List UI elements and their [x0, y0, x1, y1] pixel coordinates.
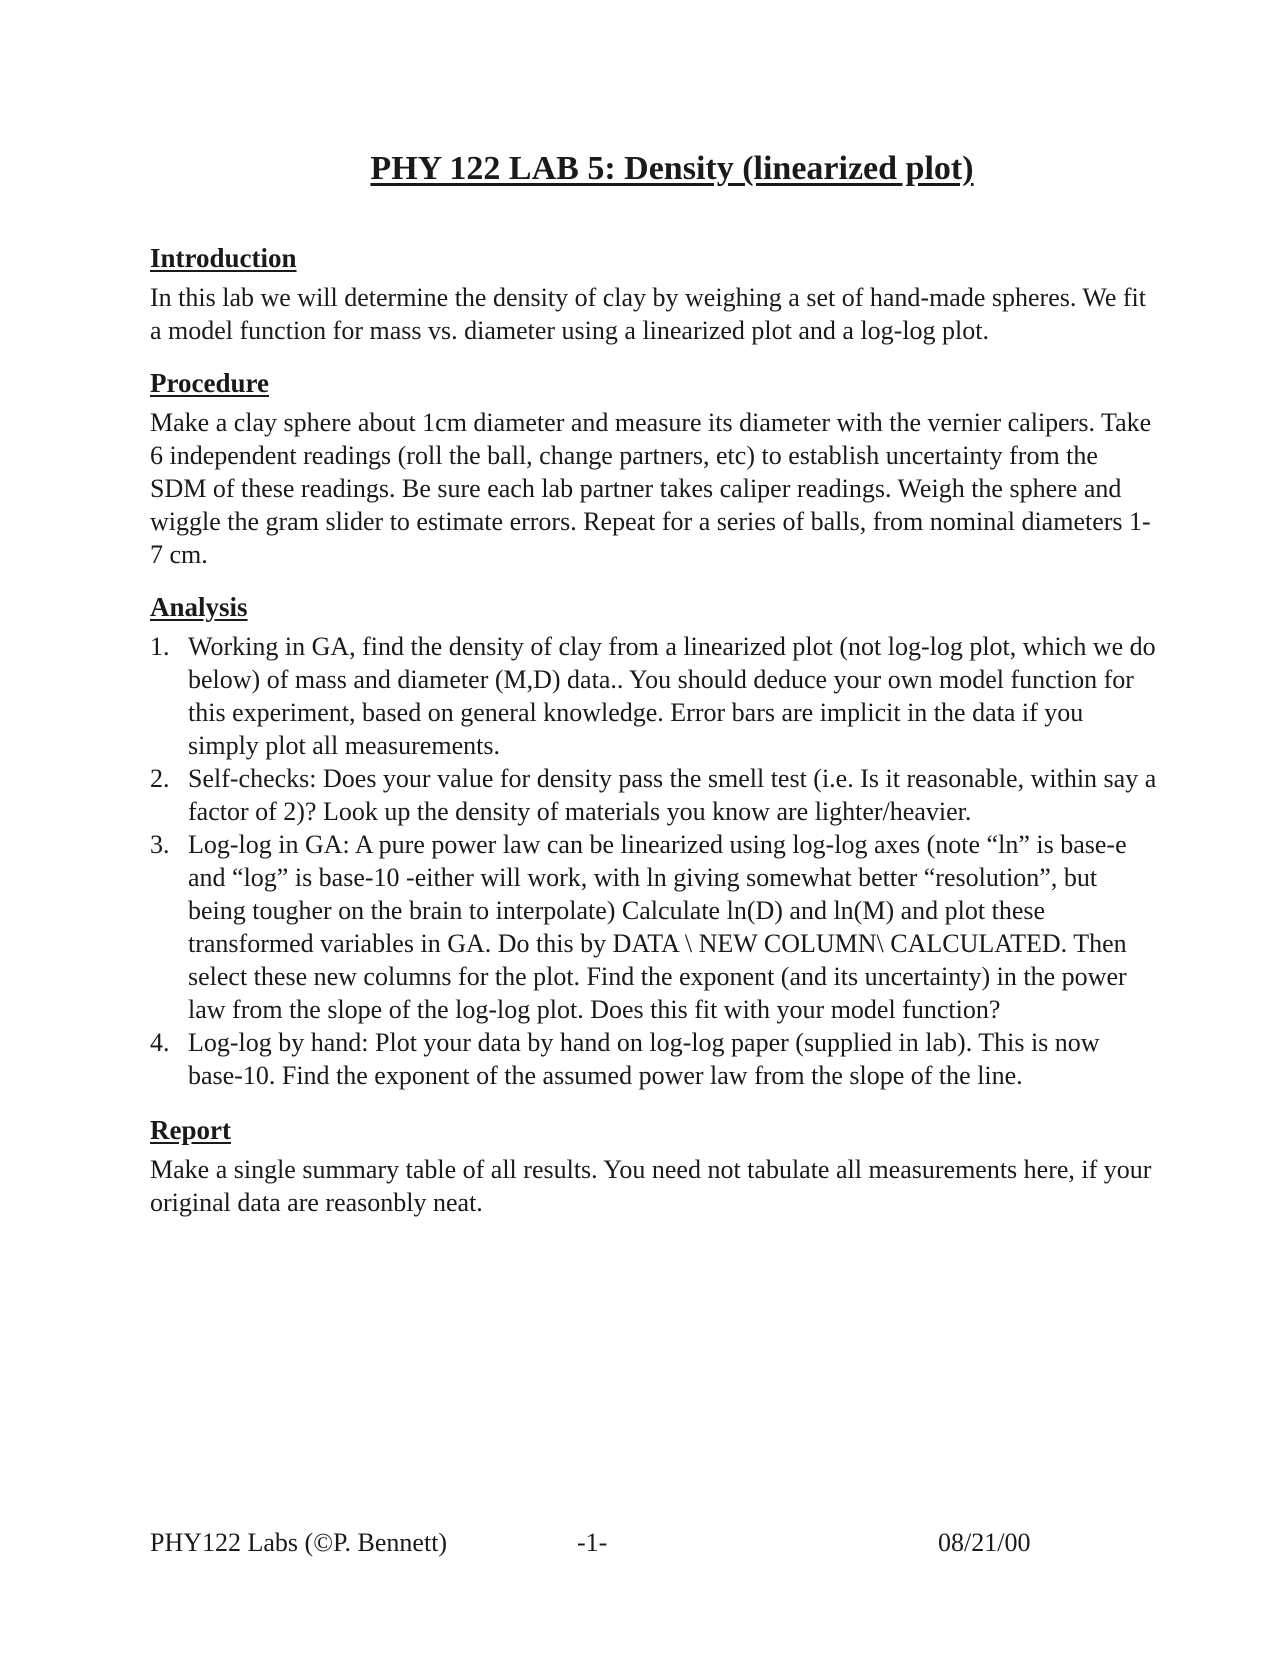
- procedure-heading: Procedure: [150, 368, 269, 398]
- analysis-section: [150, 591, 1160, 1092]
- introduction-heading: Introduction: [150, 243, 297, 273]
- document-page: [150, 140, 1160, 1239]
- report-section: [150, 1114, 1160, 1219]
- list-item-text: Log-log by hand: Plot your data by hand on log-log paper (supplied in lab). This is now base-10. Find the exponent of the assumed power law from the slope of the line.: [188, 1028, 1100, 1090]
- list-item-number: 4.: [150, 1028, 170, 1057]
- list-item-text: Self-checks: Does your value for density pass the smell test (i.e. Is it reasonable, within say a factor of 2)? Look up the density of materials you know are lighter/heavier.: [188, 764, 1157, 826]
- procedure-text: Make a clay sphere about 1cm diameter and measure its diameter with the vernier calipers. Take 6 independent readings (roll the ball, change partners, etc) to establish uncertainty from the SDM of these readings. Be sure each lab partner takes caliper readings. Weigh the sphere and wiggle the gram slider to estimate errors. Repeat for a series of balls, from nominal diameters 1-7 cm.: [150, 408, 1152, 569]
- introduction-section: [150, 242, 1160, 347]
- list-item-number: 3.: [150, 830, 170, 859]
- analysis-heading: Analysis: [150, 592, 248, 622]
- report-text: Make a single summary table of all results. You need not tabulate all measurements here, if your original data are reasonbly neat.: [150, 1155, 1152, 1217]
- list-item-text: Working in GA, find the density of clay from a linearized plot (not log-log plot, which we do below) of mass and diameter (M,D) data.. You should deduce your own model function for this experiment, based on general knowledge. Error bars are implicit in the data if you simply plot all measurements.: [188, 632, 1156, 760]
- report-heading: Report: [150, 1115, 231, 1145]
- footer-page-number: -1-: [577, 1528, 608, 1557]
- footer-course-credit: PHY122 Labs (©P. Bennett): [150, 1528, 448, 1557]
- procedure-section: [150, 367, 1160, 571]
- analysis-list: [150, 630, 1160, 1092]
- list-item-number: 1.: [150, 632, 170, 661]
- list-item-text: Log-log in GA: A pure power law can be linearized using log-log axes (note “ln” is base-e and “log” is base-10 -either will work, with ln giving somewhat better “resolution”, but being tougher on the brain to interpolate) Calculate ln(D) and ln(M) and plot these transformed variables in GA. Do this by DATA \ NEW COLUMN\ CALCULATED. Then select these new columns for the plot. Find the exponent (and its uncertainty) in the power law from the slope of the log-log plot. Does this fit with your model function?: [188, 830, 1127, 1024]
- list-item-number: 2.: [150, 764, 170, 793]
- list-item: [150, 1026, 1160, 1092]
- list-item: [150, 762, 1160, 828]
- footer-date: 08/21/00: [938, 1528, 1031, 1557]
- introduction-text: In this lab we will determine the density of clay by weighing a set of hand-made spheres. We fit a model function for mass vs. diameter using a linearized plot and a log-log plot.: [150, 283, 1146, 345]
- list-item: [150, 828, 1160, 1026]
- list-item: [150, 630, 1160, 762]
- page-title: PHY 122 LAB 5: Density (linearized plot): [370, 150, 974, 187]
